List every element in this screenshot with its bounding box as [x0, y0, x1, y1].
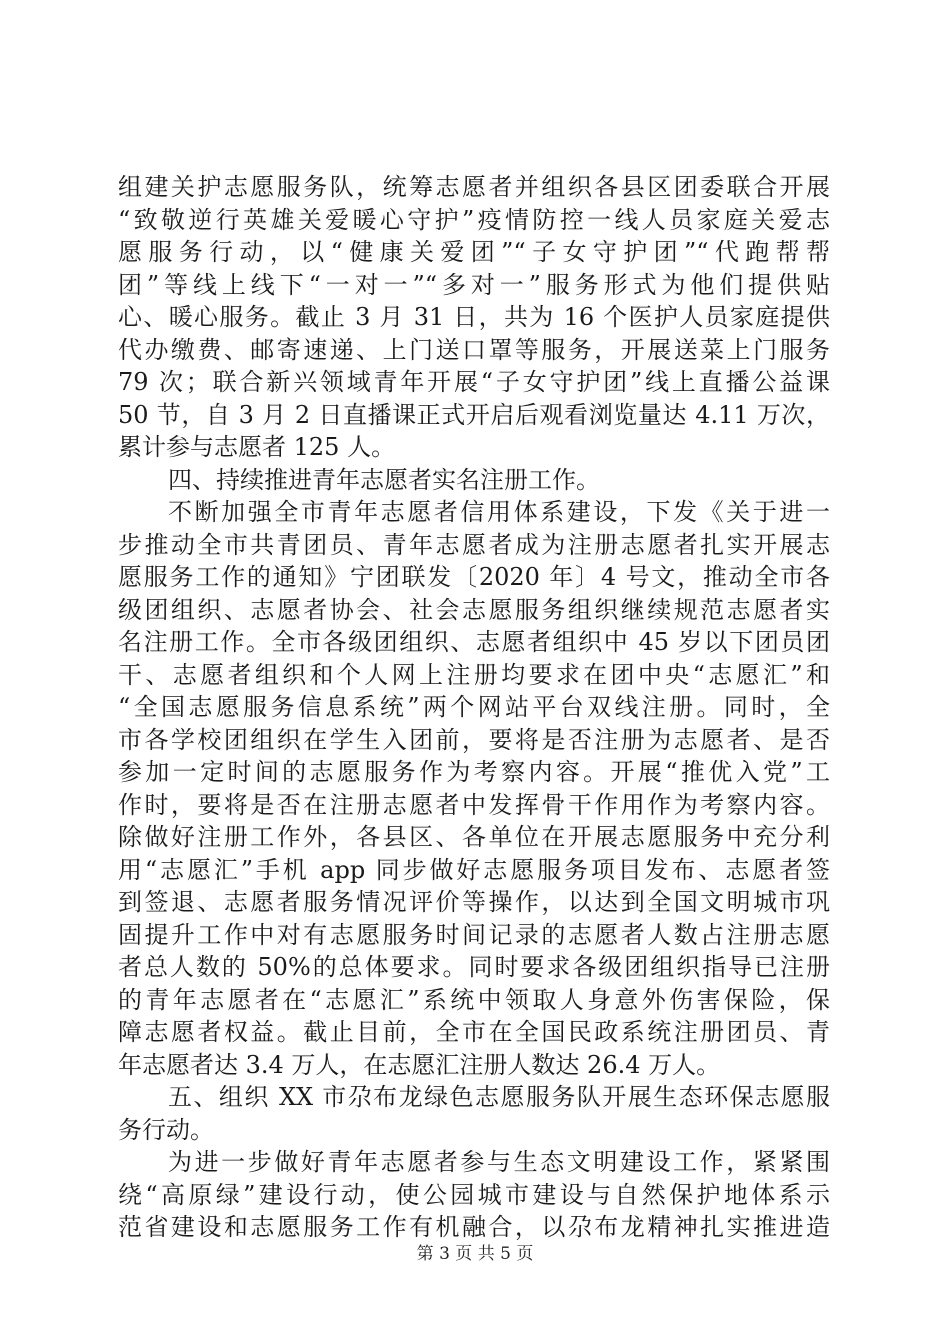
text-line: 用“志愿汇”手机 app 同步做好志愿服务项目发布、志愿者签	[118, 855, 830, 884]
text-line: 愿服务工作的通知》宁团联发〔2020 年〕4 号文，推动全市各	[118, 563, 830, 591]
text-line: 参加一定时间的志愿服务作为考察内容。开展“推优入党”工	[118, 758, 830, 786]
text-line: 组建关护志愿服务队，统筹志愿者并组织各县区团委联合开展	[118, 173, 830, 201]
text-line: 不断加强全市青年志愿者信用体系建设，下发《关于进一	[168, 498, 830, 526]
text-line: 的青年志愿者在“志愿汇”系统中领取人身意外伤害保险，保	[118, 985, 830, 1014]
text-line: 干、志愿者组织和个人网上注册均要求在团中央“志愿汇”和	[118, 660, 830, 689]
page-number-footer: 第 3 页 共 5 页	[416, 1244, 534, 1264]
text-line: 步推动全市共青团员、青年志愿者成为注册志愿者扎实开展志	[118, 530, 830, 559]
text-line: 团”等线上线下“一对一”“多对一”服务形式为他们提供贴	[118, 270, 830, 299]
text-line: 代办缴费、邮寄速递、上门送口罩等服务，开展送菜上门服务	[118, 335, 830, 364]
text-line: “致敬逆行英雄关爱暖心守护”疫情防控一线人员家庭关爱志	[118, 205, 830, 234]
text-line: 79 次；联合新兴领域青年开展“子女守护团”线上直播公益课	[118, 368, 830, 396]
text-line: 者总人数的 50%的总体要求。同时要求各级团组织指导已注册	[118, 953, 830, 981]
text-line: 愿服务行动，以“健康关爱团”“子女守护团”“代跑帮帮	[118, 238, 830, 266]
text-line: 累计参与志愿者 125 人。	[118, 433, 396, 461]
text-line: 年志愿者达 3.4 万人，在志愿汇注册人数达 26.4 万人。	[118, 1050, 721, 1079]
text-line: “全国志愿服务信息系统”两个网站平台双线注册。同时，全	[118, 693, 830, 721]
text-line: 固提升工作中对有志愿服务时间记录的志愿者人数占注册志愿	[118, 920, 830, 949]
text-line: 为进一步做好青年志愿者参与生态文明建设工作，紧紧围	[168, 1148, 830, 1176]
text-line: 范省建设和志愿服务工作有机融合，以尕布龙精神扎实推进造	[118, 1213, 830, 1241]
text-line: 绕“高原绿”建设行动，使公园城市建设与自然保护地体系示	[118, 1180, 830, 1209]
section-heading: 四、持续推进青年志愿者实名注册工作。	[168, 465, 600, 494]
text-line: 50 节，自 3 月 2 日直播课正式开启后观看浏览量达 4.11 万次，	[118, 400, 830, 429]
text-line: 作时，要将是否在注册志愿者中发挥骨干作用作为考察内容。	[118, 790, 830, 819]
text-line: 市各学校团组织在学生入团前，要将是否注册为志愿者、是否	[118, 725, 830, 754]
text-line: 障志愿者权益。截止目前，全市在全国民政系统注册团员、青	[118, 1018, 830, 1046]
text-line: 心、暖心服务。截止 3 月 31 日，共为 16 个医护人员家庭提供	[118, 303, 830, 331]
section-heading-continued: 务行动。	[118, 1115, 214, 1144]
text-line: 名注册工作。全市各级团组织、志愿者组织中 45 岁以下团员团	[118, 628, 830, 656]
text-line: 除做好注册工作外，各县区、各单位在开展志愿服务中充分利	[118, 823, 830, 851]
section-heading: 五、组织 XX 市尕布龙绿色志愿服务队开展生态环保志愿服	[168, 1083, 830, 1111]
text-line: 级团组织、志愿者协会、社会志愿服务组织继续规范志愿者实	[118, 595, 830, 624]
document-body	[118, 171, 830, 1244]
text-line: 到签退、志愿者服务情况评价等操作，以达到全国文明城市巩	[118, 888, 830, 916]
